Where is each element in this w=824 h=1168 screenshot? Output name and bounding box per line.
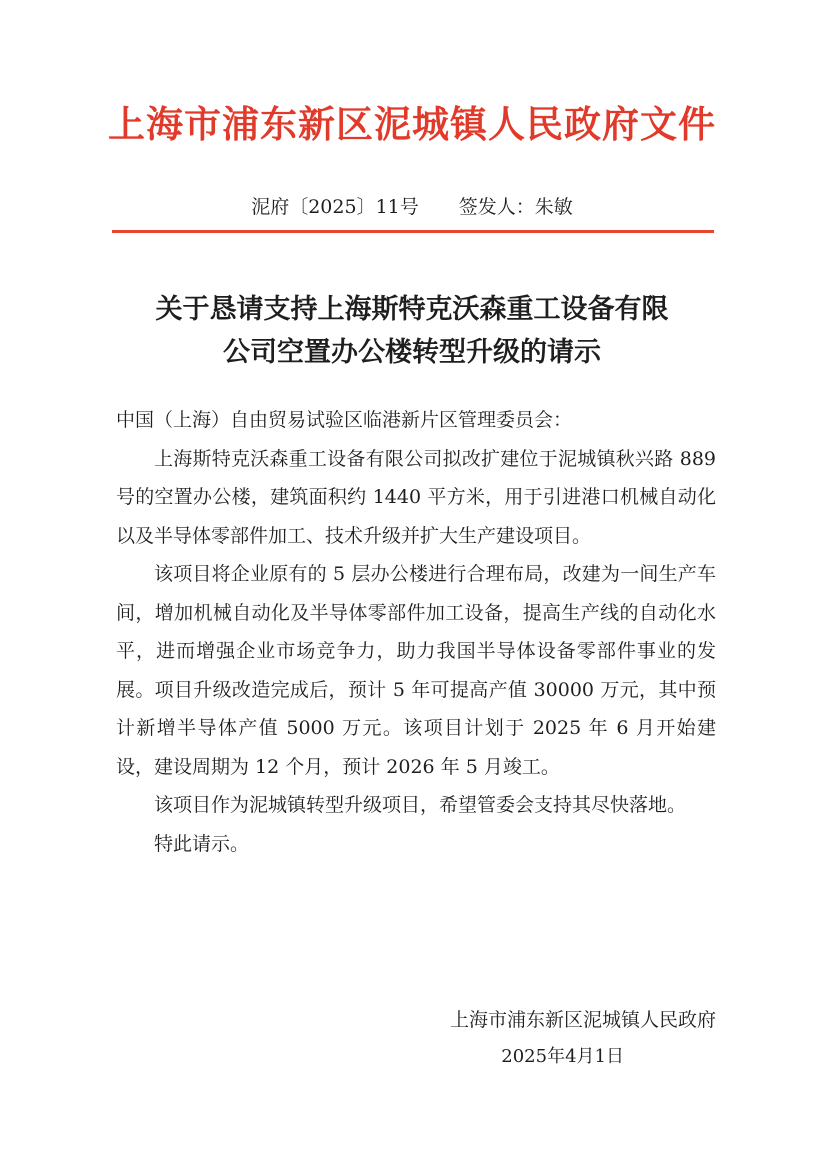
issue-date: 2025年4月1日	[501, 1046, 624, 1067]
document-body	[116, 401, 716, 863]
addressee: 中国（上海）自由贸易试验区临港新片区管理委员会：	[116, 409, 573, 431]
document-signer: 签发人：朱敏	[458, 196, 573, 218]
body-paragraph-3: 该项目作为泥城镇转型升级项目，希望管委会支持其尽快落地。	[154, 794, 687, 816]
document-subject	[0, 288, 824, 374]
subject-line-1: 关于恳请支持上海斯特克沃森重工设备有限	[155, 294, 669, 325]
body-paragraph-1: 上海斯特克沃森重工设备有限公司拟改扩建位于泥城镇秋兴路 889 号的空置办公楼，建筑面积约 1440 平方米，用于引进港口机械自动化以及半导体零部件加工、技术升级并扩大生产建设项目。	[116, 447, 716, 547]
document-header-title: 上海市浦东新区泥城镇人民政府文件	[108, 102, 716, 146]
document-number-line	[0, 192, 824, 222]
document-number: 泥府〔2025〕11号	[251, 196, 419, 218]
issuing-organization: 上海市浦东新区泥城镇人民政府	[449, 1009, 716, 1031]
body-paragraph-2: 该项目将企业原有的 5 层办公楼进行合理布局，改建为一间生产车间，增加机械自动化及半导体零部件加工设备，提高生产线的自动化水平，进而增强企业市场竞争力，助力我国半导体设备零部件事业的发展。项目升级改造完成后，预计 5 年可提高产值 30000 万元，其中预计新增半导体产值 5000 万元。该项目计划于 2025 年 6 月开始建设，建设周期为 12 个月，预计 2026 年 5 月竣工。	[116, 563, 716, 778]
closing-phrase: 特此请示。	[154, 832, 250, 855]
subject-line-2: 公司空置办公楼转型升级的请示	[223, 337, 601, 368]
red-separator-line	[112, 230, 714, 233]
